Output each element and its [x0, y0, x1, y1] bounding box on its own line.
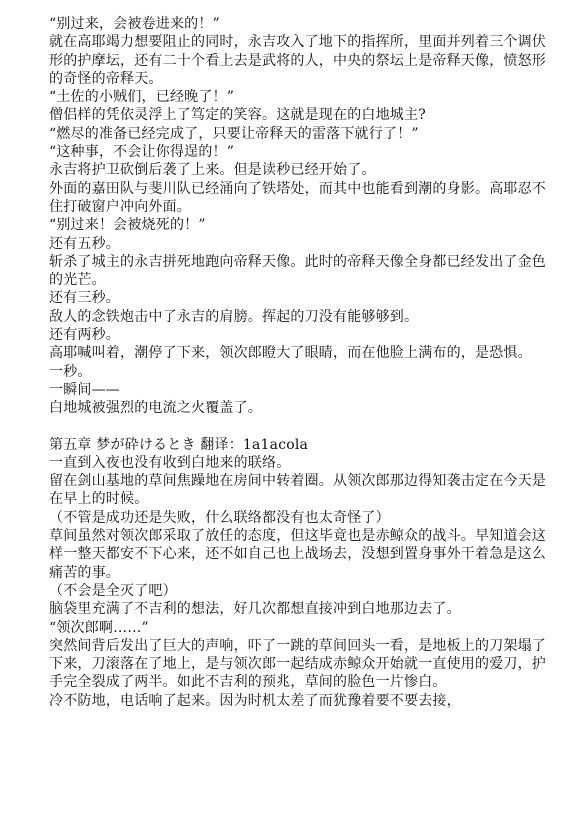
paragraph: 外面的嘉田队与斐川队已经涌向了铁塔处，而其中也能看到潮的身影。高耶忍不住打破窗户冲向外面。: [49, 180, 546, 215]
chapter-heading: 第五章 梦が砕けるとき 翻译：1a1acola: [49, 436, 309, 453]
paragraph: 白地城被强烈的电流之火覆盖了。: [49, 400, 262, 417]
dialogue-line: “燃尽的准备已经完成了，只要让帝释天的雷落下就行了！”: [49, 125, 419, 142]
paragraph: 一瞬间——: [49, 381, 120, 398]
part-1: [49, 15, 547, 418]
paragraph: 一直到入夜也没有收到白地来的联络。: [49, 454, 291, 471]
paragraph: 敌人的念铁炮击中了永吉的肩膀。挥起的刀没有能够够到。: [49, 308, 419, 325]
paragraph: 永吉将护卫砍倒后袭了上来。但是读秒已经开始了。: [49, 162, 376, 179]
paragraph: 留在剑山基地的草间焦躁地在房间中转着圈。从领次郎那边得知袭击定在今天是在早上的时候。: [49, 473, 546, 508]
dialogue-line: “这种事，不会让你得逞的！”: [49, 144, 235, 161]
paragraph: 一秒。: [49, 363, 92, 380]
paragraph: 突然间背后发出了巨大的声响，吓了一跳的草间回头一看，是地板上的刀架塌了下来，刀滚落在了地上，是与领次郎一起结成赤鲸众开始就一直使用的爱刀，护手完全裂成了两半。如此不吉利的预兆，草间的脸色一片惨白。: [49, 637, 546, 691]
paragraph: 还有五秒。: [49, 235, 120, 252]
paragraph: 高耶喊叫着，潮停了下来，领次郎瞪大了眼睛，而在他脸上满布的，是恐惧。: [49, 345, 532, 362]
paragraph: 斩杀了城主的永吉拼死地跑向帝释天像。此时的帝释天像全身都已经发出了金色的光芒。: [49, 253, 546, 289]
paragraph: 冷不防地，电话响了起来。因为时机太差了而犹豫着要不要去接，: [49, 692, 461, 709]
paragraph: 草间虽然对领次郎采取了放任的态度，但这毕竟也是赤鲸众的战斗。早知道会这样一整天都安不下心来，还不如自己也上战场去，没想到置身事外干着急是这么痛苦的事。: [49, 528, 546, 581]
dialogue-line: “别过来！会被烧死的！”: [49, 217, 206, 234]
part-2: [49, 436, 547, 710]
paragraph: 僧侣样的凭依灵浮上了笃定的笑容。这就是现在的白地城主?: [49, 107, 426, 124]
dialogue-line: “土佐的小贼们，已经晚了！”: [49, 89, 235, 106]
paragraph: 就在高耶竭力想要阻止的同时，永吉攻入了地下的指挥所，里面并列着三个调伏形的护摩坛，还有二十个看上去是武将的人，中央的祭坛上是帝释天像，愤怒形的奇怪的帝释天。: [49, 34, 546, 87]
paragraph: 还有两秒。: [49, 327, 120, 344]
paragraph: 脑袋里充满了不吉利的想法，好几次都想直接冲到白地那边去了。: [49, 601, 461, 618]
paragraph: 还有三秒。: [49, 290, 120, 307]
section-gap: [49, 418, 547, 436]
inner-thought: （不管是成功还是失败，什么联络都没有也太奇怪了）: [49, 509, 390, 526]
dialogue-line: “别过来，会被卷进来的！”: [49, 16, 220, 32]
inner-thought: （不会是全灭了吧）: [49, 582, 177, 599]
dialogue-line: “领次郎啊……”: [49, 619, 149, 636]
